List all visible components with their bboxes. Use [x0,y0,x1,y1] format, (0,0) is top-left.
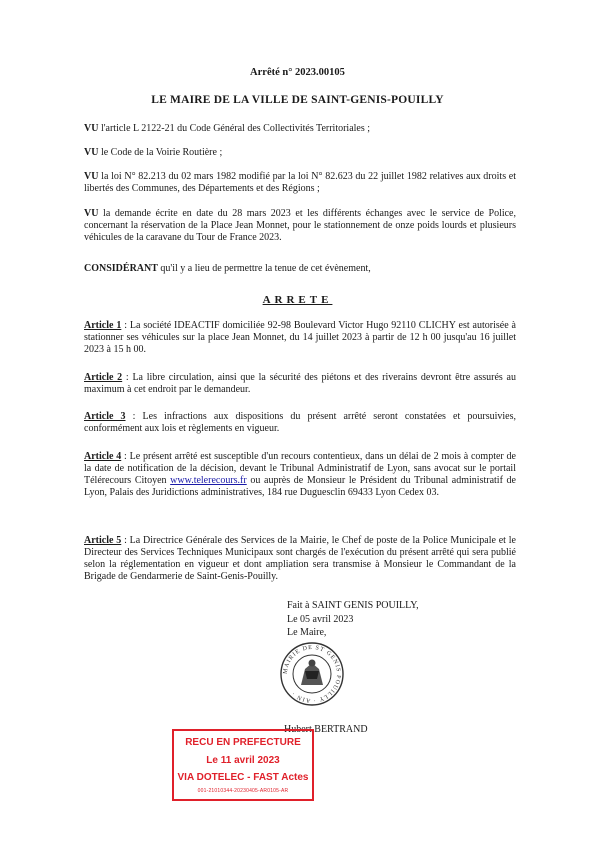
decree-number: Arrêté n° 2023.00105 [250,67,345,78]
vu-lead: VU [84,208,99,219]
article-5 [84,535,516,583]
seal-text: MAIRIE DE ST GENIS POUILLY · AIN · [282,644,342,704]
article-3 [84,411,516,435]
article-label: Article 4 [84,451,122,462]
article-4 [84,451,516,499]
article-text-continued: ou auprès de Monsieur le Président du Tribunal administratif de Lyon, Palais des Juridictions administratives, 184 rue Duguesclin 69433 Lyon Cedex 03. [84,475,516,498]
vu-paragraph-1 [84,123,516,135]
vu-text: la demande écrite en date du 28 mars 2023 et les différents échanges avec le service de Police, concernant la réservation de la Place Jean Monnet, pour le stationnement de onze poids lourds et plusieurs véhicules de la caravane du Tour de France 2023. [84,208,516,243]
article-text: : Le présent arrêté est susceptible d'un recours contentieux, dans un délai de 2 mois à compter de la date de notification de la décision, devant le Tribunal Administratif de Lyon, sans avocat sur le portail Télérecours Citoyen [84,451,516,486]
vu-paragraph-3 [84,171,516,195]
article-label: Article 5 [84,535,122,546]
stamp-line-received: RECU EN PREFECTURE [185,737,301,748]
vu-lead: VU [84,123,99,134]
article-text: : La libre circulation, ainsi que la sécurité des piétons et des riverains devront être assurés au maximum à cet endroit par le demandeur. [84,372,516,395]
article-text: : La société IDEACTIF domiciliée 92-98 Boulevard Victor Hugo 92110 CLICHY est autorisée à stationner ses véhicules sur la place Jean Monnet, du 14 juillet 2023 à partir de 12 h 00 jusqu'au 16 juillet 2023 à 15 h 00. [84,320,516,355]
vu-text: le Code de la Voirie Routière ; [100,147,223,158]
stamp-line-reference: 001-21010344-20230405-AR0105-AR [197,788,289,794]
article-label: Article 1 [84,320,122,331]
stamp-line-channel: VIA DOTELEC - FAST Actes [177,772,309,783]
vu-text: la loi N° 82.213 du 02 mars 1982 modifié par la loi N° 82.623 du 22 juillet 1982 relatives aux droits et libertés des Communes, des Départements et des Régions ; [84,171,517,194]
vu-text: l'article L 2122-21 du Code Général des Collectivités Territoriales ; [100,123,371,134]
article-1 [84,320,516,356]
considerant-text: qu'il y a lieu de permettre la tenue de cet évènement, [160,263,371,274]
vu-paragraph-2 [84,147,516,159]
article-text: : Les infractions aux dispositions du présent arrêté seront constatées et poursuivies, conformément aux lois et règlements en vigueur. [84,411,516,434]
arrete-heading: ARRETE [262,294,333,306]
article-text: : La Directrice Générale des Services de la Mairie, le Chef de poste de la Police Municipale et le Directeur des Services Techniques Municipaux sont chargés de l'exécution du présent arrêté qui sera publié selon la réglementation en vigueur et dont ampliation sera transmise à Monsieur le Commandant de la Brigade de Gendarmerie de Saint-Genis-Pouilly. [84,535,516,582]
article-label: Article 2 [84,372,123,383]
signer-name: Hubert BERTRAND [284,724,368,735]
telerecours-link[interactable]: www.telerecours.fr [170,475,247,486]
signature-date: Le 05 avril 2023 [287,614,354,625]
article-2 [84,372,516,396]
considerant-paragraph [84,263,516,275]
issuer-heading: LE MAIRE DE LA VILLE DE SAINT-GENIS-POUILLY [151,94,444,106]
signature-place: Fait à SAINT GENIS POUILLY, [287,600,419,611]
vu-lead: VU [84,147,99,158]
article-label: Article 3 [84,411,126,422]
prefecture-stamp [172,729,314,801]
signature-role: Le Maire, [287,627,327,638]
considerant-lead: CONSIDÉRANT [84,263,158,274]
vu-lead: VU [84,171,99,182]
stamp-line-date: Le 11 avril 2023 [206,755,280,766]
municipal-seal-icon [279,641,345,707]
vu-paragraph-4 [84,208,516,244]
